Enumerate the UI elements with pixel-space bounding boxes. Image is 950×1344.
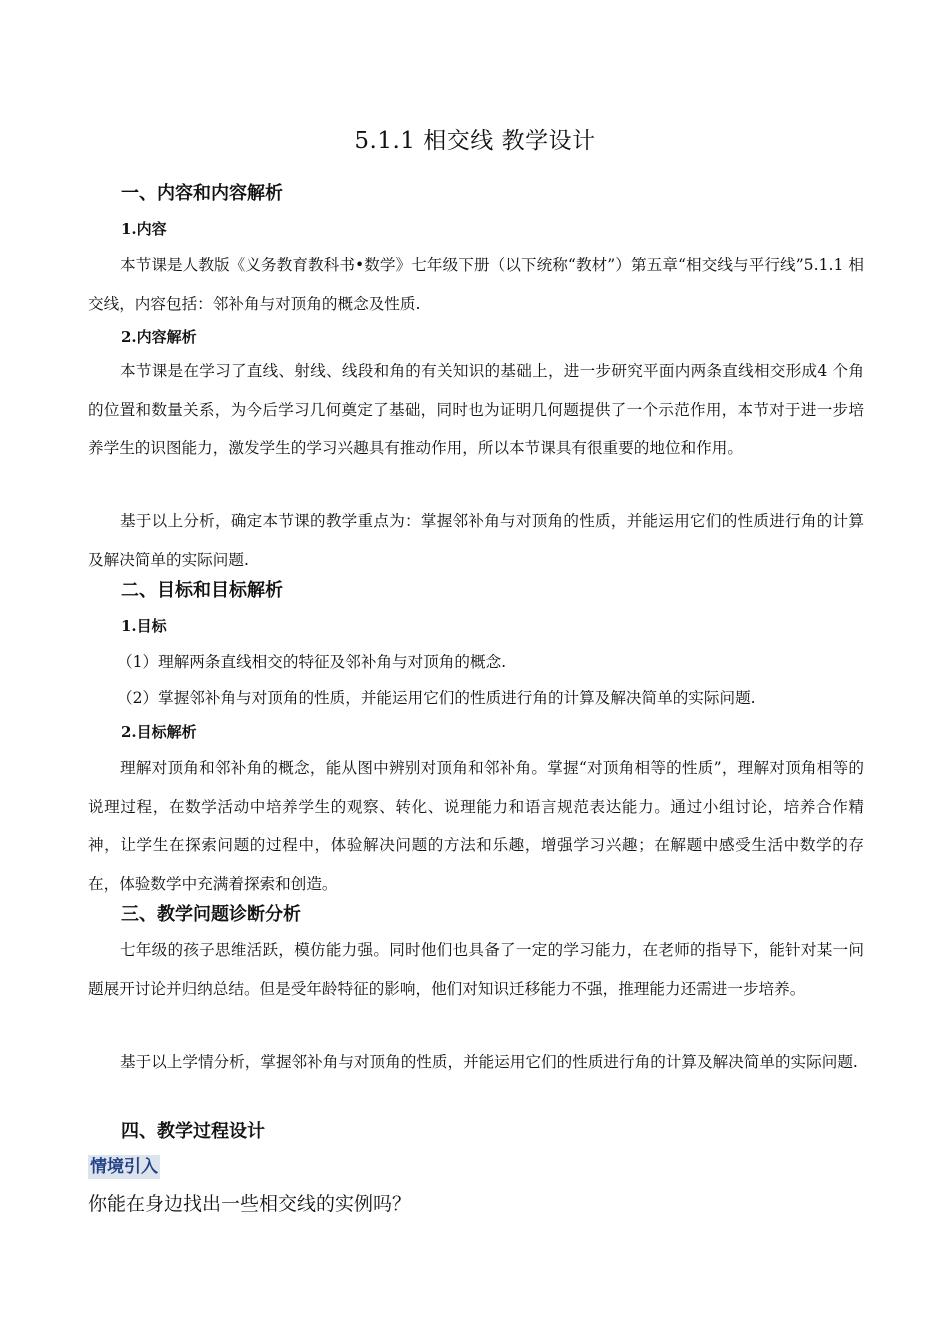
section-heading-content: 一、内容和内容解析 — [121, 183, 283, 204]
section-heading-process: 四、教学过程设计 — [121, 1121, 265, 1142]
paragraph-diagnosis-conclusion: 基于以上学情分析，掌握邻补角与对顶角的性质，并能运用它们的性质进行角的计算及解决简单的实际问题. — [120, 1053, 858, 1071]
paragraph-content-analysis: 本节课是在学习了直线、射线、线段和角的有关知识的基础上，进一步研究平面内两条直线相交形成4 个角的位置和数量关系，为今后学习几何奠定了基础，同时也为证明几何题提供了一个示范作用，本节对于进一步培养学生的识图能力，激发学生的学习兴趣具有推动作用，所以本节课具有很重要的地位和作用。 — [88, 362, 864, 457]
paragraph-content: 本节课是人教版《义务教育教科书•数学》七年级下册（以下统称“教材”）第五章“相交线与平行线”5.1.1 相交线，内容包括：邻补角与对顶角的概念及性质. — [88, 256, 864, 313]
paragraph-diagnosis: 七年级的孩子思维活跃，模仿能力强。同时他们也具备了一定的学习能力，在老师的指导下，能针对某一问题展开讨论并归纳总结。但是受年龄特征的影响，他们对知识迁移能力不强，推理能力还需进一步培养。 — [88, 941, 864, 998]
subheading-content: 1.内容 — [121, 220, 167, 238]
scenario-intro-tag: 情境引入 — [90, 1157, 158, 1177]
subheading-goals-analysis: 2.目标解析 — [121, 723, 197, 741]
paragraph-goals-analysis: 理解对顶角和邻补角的概念，能从图中辨别对顶角和邻补角。掌握“对顶角相等的性质”，理解对顶角相等的说理过程，在数学活动中培养学生的观察、转化、说理能力和语言规范表达能力。通过小组讨论，培养合作精神，让学生在探索问题的过程中，体验解决问题的方法和乐趣，增强学习兴趣；在解题中感受生活中数学的存在，体验数学中充满着探索和创造。 — [88, 759, 864, 893]
paragraph-key-points: 基于以上分析，确定本节课的教学重点为：掌握邻补角与对顶角的性质，并能运用它们的性质进行角的计算及解决简单的实际问题. — [88, 512, 864, 569]
section-heading-diagnosis: 三、教学问题诊断分析 — [121, 904, 301, 925]
section-heading-goals: 二、目标和目标解析 — [121, 580, 283, 601]
subheading-content-analysis: 2.内容解析 — [121, 328, 197, 346]
subheading-goals: 1.目标 — [121, 617, 167, 635]
goal-item-1: （1）理解两条直线相交的特征及邻补角与对顶角的概念. — [117, 653, 507, 671]
document-title: 5.1.1 相交线 教学设计 — [354, 128, 596, 154]
scenario-question: 你能在身边找出一些相交线的实例吗？ — [88, 1193, 412, 1215]
goal-item-2: （2）掌握邻补角与对顶角的性质，并能运用它们的性质进行角的计算及解决简单的实际问题. — [117, 689, 756, 707]
